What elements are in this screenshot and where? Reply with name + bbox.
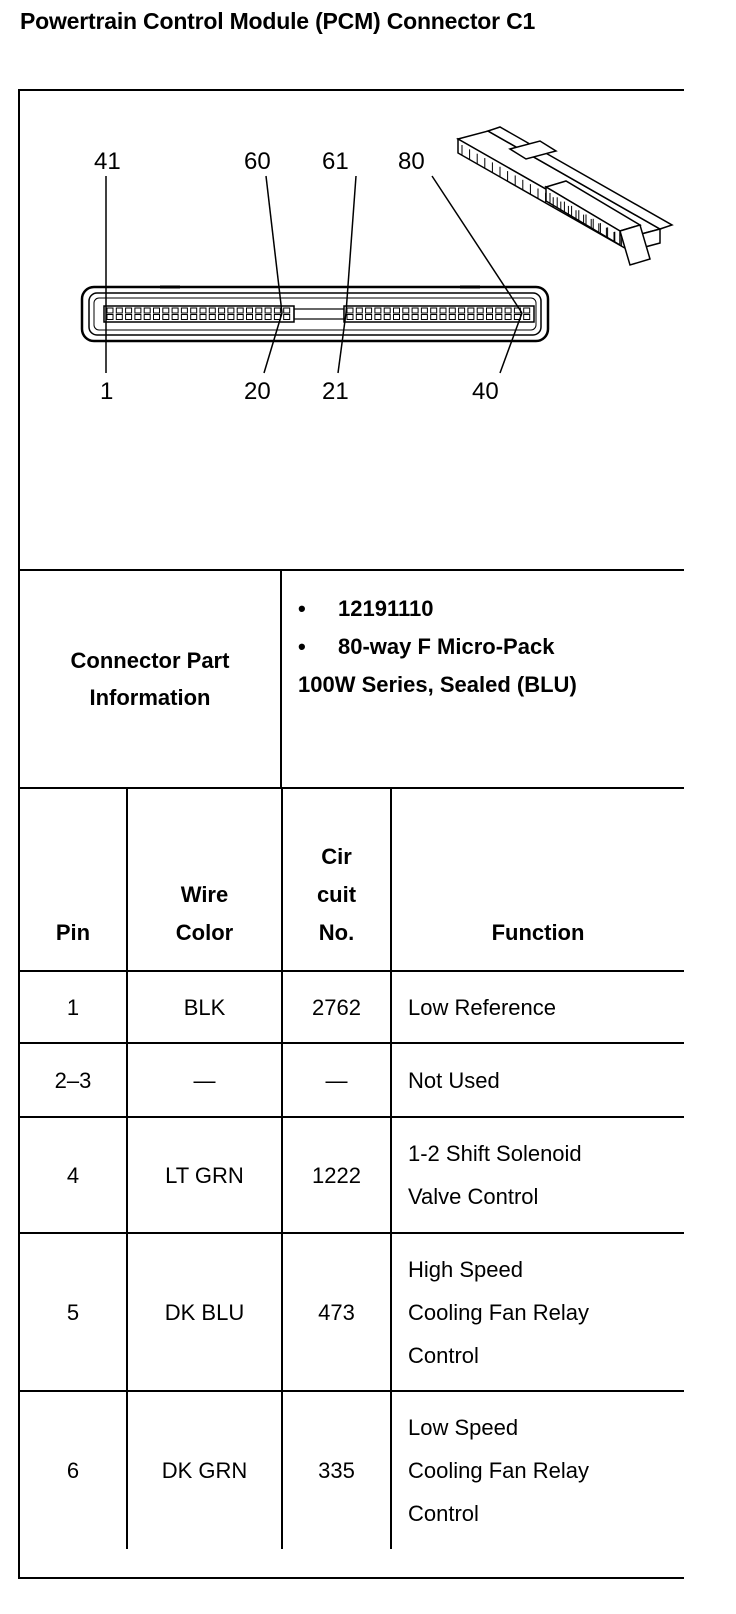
header-wire-color: Wire Color	[127, 789, 282, 971]
part-description-line1: 80-way F Micro-Pack	[338, 634, 555, 659]
pinout-table	[20, 789, 684, 1549]
part-info-value-cell	[282, 571, 684, 787]
pin-label-40: 40	[472, 378, 499, 405]
function-line: Cooling Fan Relay	[408, 1458, 589, 1483]
table-row	[20, 971, 684, 1043]
function-line: High Speed	[408, 1256, 523, 1282]
table-row	[20, 1043, 684, 1117]
function-line: Cooling Fan Relay	[408, 1299, 589, 1325]
pinout-header-row	[20, 789, 684, 971]
part-info-label-line1: Connector Part	[70, 648, 230, 673]
wire-color-cell: DK GRN	[127, 1391, 282, 1549]
wire-color-cell: DK BLU	[127, 1233, 282, 1391]
connector-part-information	[20, 571, 684, 789]
header-pin: Pin	[20, 789, 127, 971]
pin-cell: 1	[20, 971, 127, 1043]
function-line: Not Used	[408, 1067, 500, 1093]
pin-label-61: 61	[322, 148, 349, 175]
header-circuit-no: Cir cuit No.	[282, 789, 391, 971]
circuit-cell: 473	[282, 1233, 391, 1391]
pin-cell: 6	[20, 1391, 127, 1549]
pin-label-41: 41	[94, 148, 121, 175]
wire-color-cell: BLK	[127, 971, 282, 1043]
pin-cell: 4	[20, 1117, 127, 1233]
bullet-icon: •	[298, 596, 306, 621]
circuit-cell: 2762	[282, 971, 391, 1043]
pin-label-20: 20	[244, 378, 271, 405]
function-line: Low Reference	[408, 994, 556, 1020]
pin-label-21: 21	[322, 378, 349, 405]
connector-face-drawing	[20, 91, 684, 569]
part-number: 12191110	[338, 596, 434, 621]
wire-color-cell: LT GRN	[127, 1117, 282, 1233]
part-info-label-line2: Information	[89, 685, 211, 710]
function-cell	[391, 1233, 684, 1391]
function-cell	[391, 1391, 684, 1549]
page-title: Powertrain Control Module (PCM) Connector C1	[20, 8, 536, 34]
table-row	[20, 1391, 684, 1549]
connector-diagram	[20, 91, 684, 571]
function-line: Control	[408, 1501, 479, 1526]
circuit-cell: 1222	[282, 1117, 391, 1233]
function-cell	[391, 971, 684, 1043]
pin-label-1: 1	[100, 378, 114, 405]
table-row	[20, 1233, 684, 1391]
connector-isometric-icon	[458, 127, 672, 265]
pinout-rows	[20, 971, 684, 1549]
function-line: Low Speed	[408, 1415, 519, 1440]
wire-color-cell: —	[127, 1043, 282, 1117]
part-info-label-cell	[20, 571, 282, 787]
function-line: 1-2 Shift Solenoid	[408, 1141, 582, 1166]
pin-cell: 5	[20, 1233, 127, 1391]
pin-label-60: 60	[244, 148, 271, 175]
connector-sheet	[18, 89, 684, 1579]
pin-cell: 2–3	[20, 1043, 127, 1117]
header-function: Function	[391, 789, 684, 971]
function-cell	[391, 1043, 684, 1117]
function-cell	[391, 1117, 684, 1233]
part-description-line2: 100W Series, Sealed (BLU)	[298, 672, 577, 697]
function-line: Control	[408, 1342, 479, 1368]
pin-label-80: 80	[398, 148, 425, 175]
circuit-cell: —	[282, 1043, 391, 1117]
function-line: Valve Control	[408, 1184, 539, 1209]
circuit-cell: 335	[282, 1391, 391, 1549]
bullet-icon: •	[298, 634, 306, 659]
table-row	[20, 1117, 684, 1233]
